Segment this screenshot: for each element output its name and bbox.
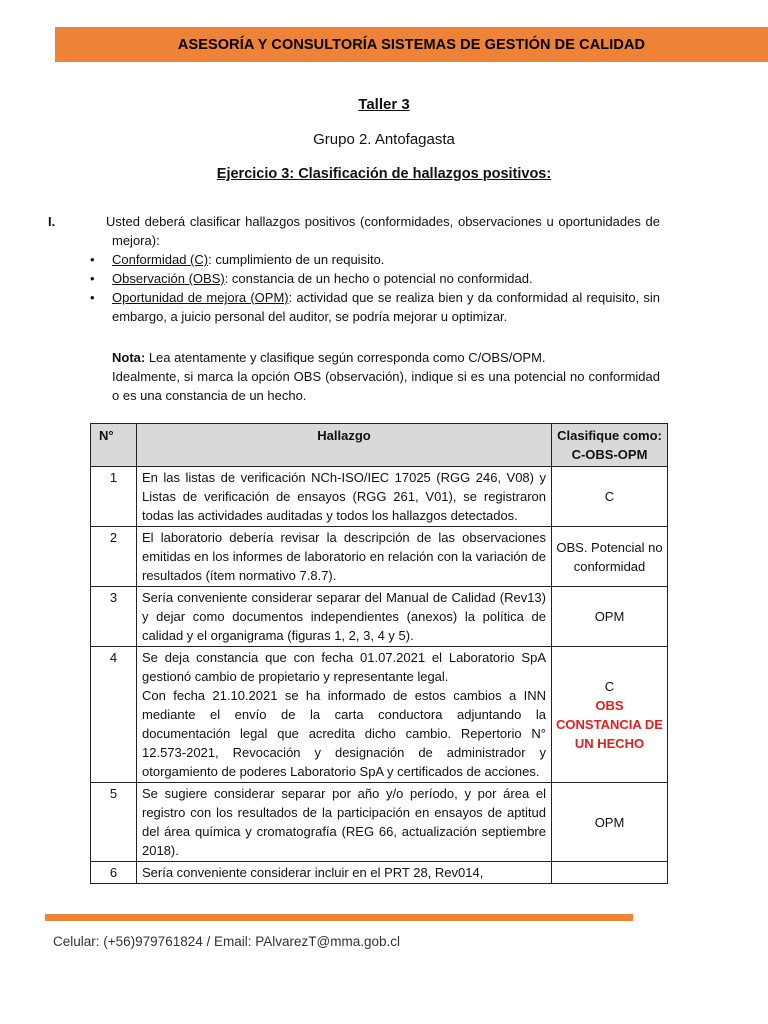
table-row [91,587,668,647]
column-header-hallazgo: Hallazgo [137,424,552,467]
row-finding: Sería conveniente considerar incluir en el PRT 28, Rev014, [137,862,552,884]
column-header-clasifique-line2: C-OBS-OPM [571,447,648,462]
row-finding-part-b: Con fecha 21.10.2021 se ha informado de estos cambios a INN mediante el envío de la carta conductora adjuntando la documentación legal que acredita dicho cambio. Repertorio N° 12.573-2021, Revocación y designación de administrador y otorgamiento de poderes Laboratorio SpA y certificados de acciones. [142,688,546,779]
row-finding: Se sugiere considerar separar por año y/o período, y por área el registro con los resultados de la participación en ensayos de aptitud del área química y cromatografía (REG 66, actualización septiembre 2018). [137,783,552,862]
list-item [80,269,660,288]
row-classification: OPM [552,783,668,862]
exercise-title: Ejercicio 3: Clasificación de hallazgos positivos: [216,166,552,182]
definitions-list [80,250,660,326]
row-number: 2 [91,527,137,587]
row-classification-main: C [604,678,615,694]
instructions-section [48,212,660,326]
row-classification [552,862,668,884]
definition-text: : actividad que se realiza bien y da conformidad al requisito, sin embargo, a juicio personal del auditor, se podría mejorar u optimizar. [112,290,660,324]
banner-title: ASESORÍA Y CONSULTORÍA SISTEMAS DE GESTIÓN DE CALIDAD [177,36,646,53]
definition-term: Observación (OBS) [112,271,225,286]
row-finding: Sería conveniente considerar separar del Manual de Calidad (Rev13) y dejar como documentos independientes (anexos) la política de calidad y el organigrama (figuras 1, 2, 3, 4 y 5). [137,587,552,647]
table-row [91,527,668,587]
footer-divider [45,914,633,921]
roman-numeral: I. [48,214,56,229]
footer-contact: Celular: (+56)979761824 / Email: PAlvarezT@mma.gob.cl [53,934,400,949]
row-number: 6 [91,862,137,884]
row-classification [552,647,668,783]
row-classification: C [552,467,668,527]
table-row [91,783,668,862]
note-line [112,348,660,367]
table-row [91,467,668,527]
row-finding: El laboratorio debería revisar la descripción de las observaciones emitidas en los informes de laboratorio en relación con la variación de resultados (ítem normativo 7.8.7). [137,527,552,587]
table-header-row [91,424,668,467]
row-finding [137,647,552,783]
column-header-num: N° [91,424,137,467]
row-finding: En las listas de verificación NCh-ISO/IEC 17025 (RGG 246, V08) y Listas de verificación de ensayos (RGG 261, V01), se registraron todas las actividades auditadas y todos los hallazgos detectados. [137,467,552,527]
table-row [91,862,668,884]
findings-table [90,423,668,884]
definition-text: : constancia de un hecho o potencial no conformidad. [224,271,533,286]
definition-term: Conformidad (C) [112,252,209,267]
row-classification: OBS. Potencial no conformidad [552,527,668,587]
note-section [80,348,660,405]
group-subtitle: Grupo 2. Antofagasta [313,131,455,148]
row-classification-highlight: OBS CONSTANCIA DE UN HECHO [556,697,663,751]
row-classification: OPM [552,587,668,647]
note-label: Nota: [112,350,146,365]
row-number: 4 [91,647,137,783]
note-text: Lea atentamente y clasifique según corresponda como C/OBS/OPM. [145,350,546,365]
list-item [80,288,660,326]
list-item [80,250,660,269]
column-header-clasifique-line1: Clasifique como: [557,428,662,443]
instructions-paragraph [48,212,660,250]
row-finding-part-a: Se deja constancia que con fecha 01.07.2021 el Laboratorio SpA gestionó cambio de propietario y representante legal. [142,650,546,684]
row-number: 3 [91,587,137,647]
definition-term: Oportunidad de mejora (OPM) [112,290,289,305]
workshop-title: Taller 3 [358,96,410,113]
table-row [91,647,668,783]
header-banner [55,27,768,62]
definition-text: : cumplimiento de un requisito. [208,252,385,267]
row-number: 1 [91,467,137,527]
column-header-clasifique [552,424,668,467]
note-line-2: Idealmente, si marca la opción OBS (observación), indique si es una potencial no conformidad o es una constancia de un hecho. [112,369,660,403]
row-number: 5 [91,783,137,862]
instructions-text: Usted deberá clasificar hallazgos positivos (conformidades, observaciones u oportunidades de mejora): [106,214,660,248]
